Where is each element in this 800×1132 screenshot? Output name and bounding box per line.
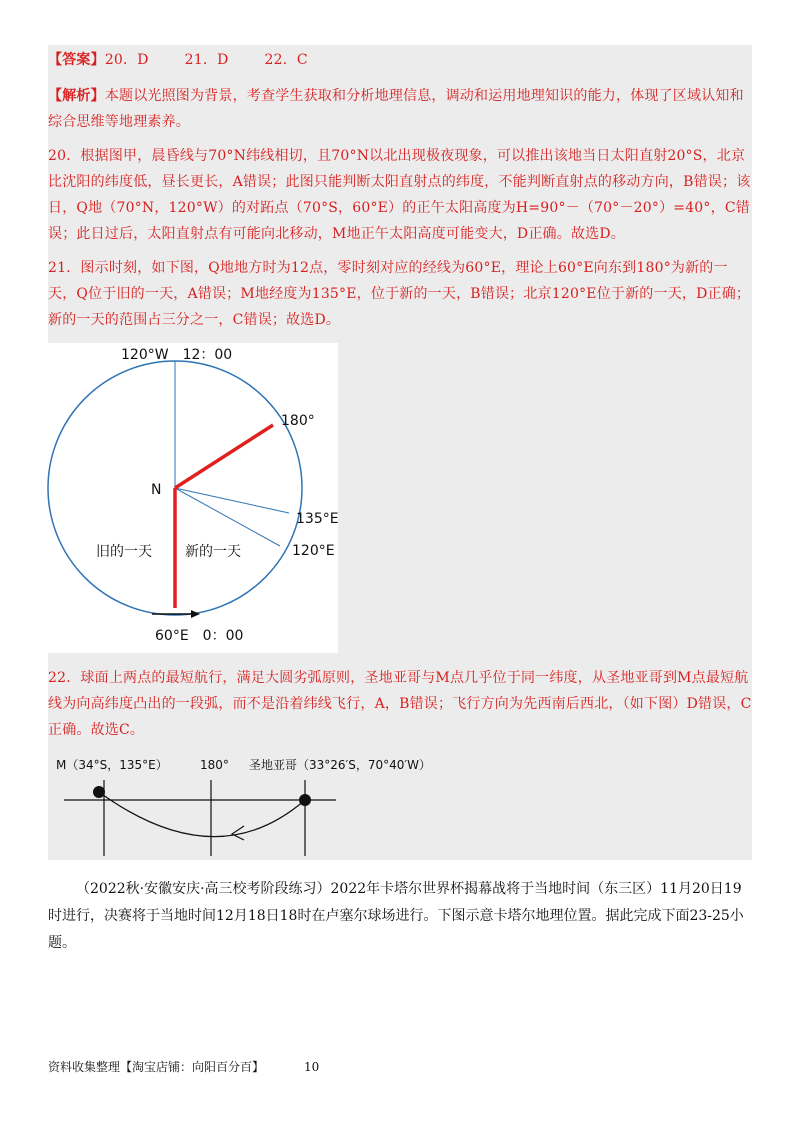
page-footer [48, 1058, 319, 1075]
label-n: N [151, 482, 162, 498]
answer-line [48, 47, 752, 73]
question-source: （2022秋·安徽安庆·高三校考阶段练习）2022年卡塔尔世界杯揭幕战将于当地时间（东三区）11月20日19时进行，决赛将于当地时间12月18日18时在卢塞尔球场进行。下图示意卡塔尔地理位置。据此完成下面23-25小题。 [48, 881, 744, 951]
great-circle-route [99, 792, 305, 837]
answer-item: 21．D [184, 52, 229, 68]
answer-item: 20．D [104, 52, 149, 68]
label-180: 180° [281, 413, 315, 429]
q21-explanation: 21．图示时刻，如下图，Q地地方时为12点，零时刻对应的经线为60°E，理论上60°E向东到180°为新的一天，Q位于旧的一天，A错误；M地经度为135°E，位于新的一天，B错误；北京120°E位于新的一天，D正确；新的一天的范围占三分之一，C错误；故选D。 [48, 260, 751, 328]
label-120w-noon: 120°W 12：00 [121, 347, 233, 363]
rotation-arrow-head [191, 610, 200, 618]
analysis-label: 【解析】 [48, 88, 105, 104]
meridian-135e [175, 488, 289, 513]
label-m: M（34°S，135°E） [56, 758, 168, 772]
meridian-180 [175, 425, 273, 488]
footer-text: 资料收集整理【淘宝店铺：向阳百分百】 [48, 1060, 265, 1074]
label-new-day: 新的一天 [185, 544, 241, 560]
label-180-meridian: 180° [200, 758, 229, 772]
meridian-120e [175, 488, 280, 546]
label-120e: 120°E [292, 543, 335, 559]
q20-explanation: 20．根据图甲，晨昏线与70°N纬线相切，且70°N以北出现极夜现象，可以推出该地当日太阳直射20°S，北京比沈阳的纬度低，昼长更长，A错误；此图只能判断太阳直射点的纬度，不能判断直射点的移动方向，B错误；该日，Q地（70°N，120°W）的对跖点（70°S，60°E）的正午太阳高度为H=90°－（70°－20°）=40°，C错误；此日过后，太阳直射点有可能向北移动，M地正午太阳高度可能变大，D正确。故选D。 [48, 148, 751, 242]
route-diagram [48, 752, 432, 856]
point-m [93, 786, 105, 798]
point-santiago [299, 794, 311, 806]
label-santiago: 圣地亚哥（33°26′S，70°40′W） [249, 758, 432, 772]
label-135e: 135°E [296, 511, 339, 527]
analysis-text: 本题以光照图为背景，考查学生获取和分析地理信息，调动和运用地理知识的能力，体现了区域认知和综合思维等地理素养。 [48, 88, 744, 130]
polar-diagram [48, 343, 338, 653]
answer-item: 22．C [264, 52, 308, 68]
label-60e-midnight: 60°E 0：00 [155, 628, 244, 644]
analysis-paragraph [48, 83, 752, 135]
answer-label: 【答案】 [48, 52, 105, 68]
q22-explanation: 22．球面上两点的最短航行，满足大圆劣弧原则，圣地亚哥与M点几乎位于同一纬度，从圣地亚哥到M点最短航线为向高纬度凸出的一段弧，而不是沿着纬线飞行，A，B错误；飞行方向为先西南后西北，（如下图）D错误，C正确。故选C。 [48, 670, 752, 738]
page-number: 10 [304, 1060, 320, 1074]
label-old-day: 旧的一天 [96, 544, 152, 560]
